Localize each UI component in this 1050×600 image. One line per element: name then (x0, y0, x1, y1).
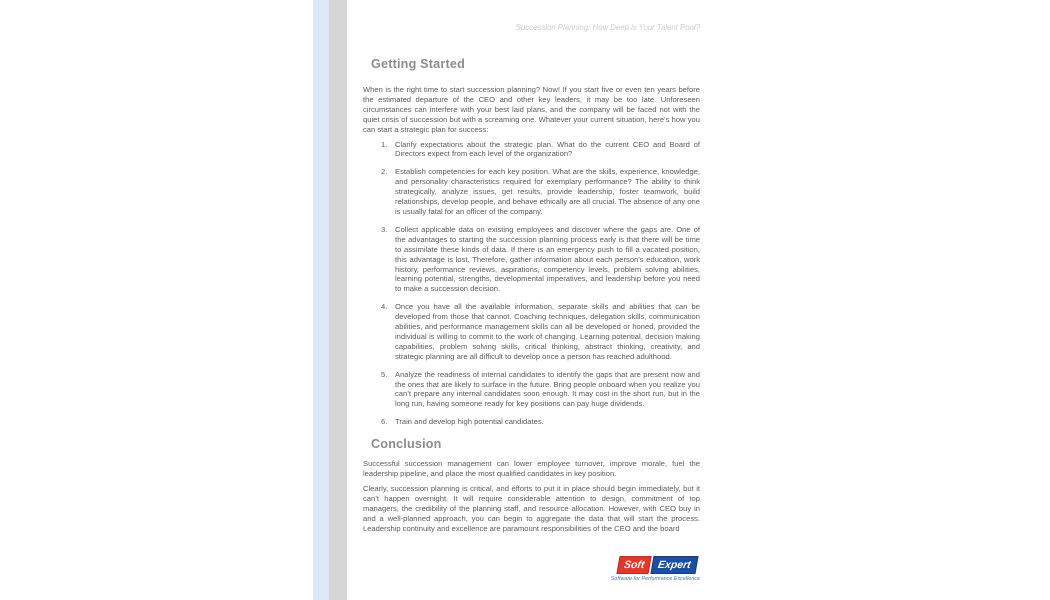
list-item-text: Establish competencies for each key position. What are the skills, experience, knowledge, and personality characteristics required for exemplary performance? The ability to think strategically, analyze issues, get results, provide leadership, foster teamwork, build relationships, develop people, and behave ethically are all crucial. The absence of any one is usually fatal for an officer of the company. (395, 167, 700, 216)
list-item-text: Train and develop high potential candidates. (395, 417, 544, 427)
logo-tagline: Software for Performance Excellence (610, 575, 700, 582)
list-item-text: Clarify expectations about the strategic plan. What do the current CEO and Board of Directors expect from each level of the organization? (395, 139, 700, 159)
section-heading-getting-started: Getting Started (371, 57, 465, 71)
softexpert-logo (363, 556, 700, 582)
document-page (347, 0, 1050, 600)
list-item-3 (363, 225, 700, 294)
logo-soft-box: Soft (616, 556, 652, 574)
running-header: Succession Planning: How Deep is Your Talent Pool? (515, 23, 700, 32)
list-item-5 (363, 370, 700, 410)
list-item-text: Once you have all the available information, separate skills and abilities that can be developed from those that cannot. Coaching techniques, delegation skills, communication abilities, and performance management skills can all be developed or honed, provided the individual is willing to commit to the work of changing. Learning potential, decision making capabilities, problem solving skills, critical thinking, abstract thinking, creativity, and strategic planning are all difficult to develop once a person has reached adulthood. (395, 302, 700, 361)
list-item-6 (363, 417, 700, 427)
logo-expert-box: Expert (651, 556, 699, 574)
list-item-2 (363, 167, 700, 217)
list-item-number: 3. (381, 224, 388, 234)
page-edge-stripe (329, 0, 347, 600)
page-content (363, 0, 700, 582)
list-item-text: Analyze the readiness of internal candidates to identify the gaps that are present now and the ones that are likely to surface in the future. Bring people onboard when you realize you can’t prepare any internal candidates soon enough. It may cost in the short run, but in the long run, having someone ready for key positions can pay huge dividends. (395, 369, 700, 409)
section-heading-conclusion: Conclusion (371, 437, 442, 452)
numbered-list (363, 140, 700, 428)
intro-paragraph: When is the right time to start succession planning? Now! If you start five or even ten years before the estimated departure of the CEO and other key leaders, it may be too late. Unforeseen circumstances can interfere with your best laid plans, and the company will be faced not with the quiet crisis of succession but with a screaming one. Whatever your current situation, here’s how you can start a strategic plan for success: (363, 85, 700, 134)
viewer-left-margin-stripe (313, 0, 329, 600)
list-item-number: 1. (381, 139, 388, 149)
list-item-4 (363, 302, 700, 361)
list-item-number: 4. (381, 302, 388, 312)
conclusion-paragraph-2: Clearly, succession planning is critical, and efforts to put it in place should begin immediately, but it can’t happen overnight. It will require considerable attention to design, commitment of top managers, the credibility of the planning staff, and resource allocation. However, with CEO buy in and a well-planned approach, you can begin to aggregate the data that will start the process. Leadership continuity and excellence are paramount responsibilities of the CEO and the board (363, 484, 700, 533)
softexpert-logo-boxes (618, 556, 700, 574)
list-item-number: 2. (381, 167, 388, 177)
list-item-text: Collect applicable data on existing employees and discover where the gaps are. One of the advantages to starting the succession planning process early is that there will be time to assimilate these kinds of data. If there is an emergency push to fill a vacated position, this advantage is lost. Therefore, gather information about each person’s education, work history, performance reviews, aspirations, competency levels, problem solving abilities, learning potential, strengths, developmental imperatives, and leadership before you need to make a succession decision. (395, 224, 700, 294)
conclusion-paragraph-1: Successful succession management can lower employee turnover, improve morale, fuel the leadership pipeline, and place the most qualified candidates in key position. (363, 459, 700, 479)
list-item-number: 5. (381, 369, 388, 379)
list-item-number: 6. (381, 417, 388, 427)
list-item-1 (363, 140, 700, 160)
